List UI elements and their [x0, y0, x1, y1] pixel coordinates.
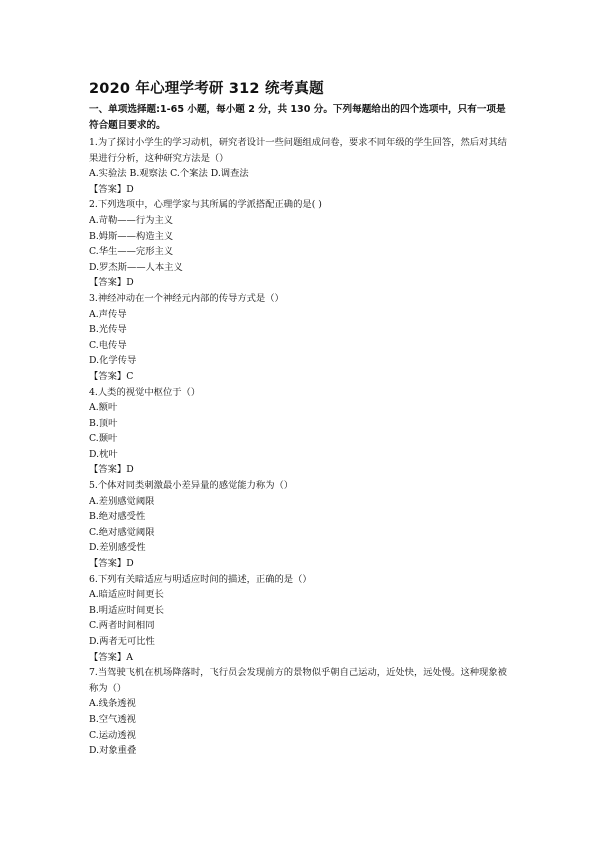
- question-4: [89, 385, 511, 479]
- question-option: B.绝对感受性: [89, 511, 146, 523]
- question-7: [89, 665, 511, 759]
- document-title: 2020 年心理学考研 312 统考真题: [89, 81, 324, 97]
- question-option: D.对象重叠: [89, 745, 137, 757]
- question-option: A.暗适应时间更长: [89, 589, 164, 601]
- question-option: B.空气透视: [89, 713, 136, 725]
- question-option: A.线条透视: [89, 698, 136, 710]
- question-option: C.颞叶: [89, 433, 118, 445]
- question-option: C.电传导: [89, 339, 127, 351]
- section-heading: 一、单项选择题:1-65 小题，每小题 2 分，共 130 分。下列每题给出的四个选项中，只有一项是符合题目要求的。: [89, 104, 506, 131]
- question-option: D.罗杰斯——人本主义: [89, 261, 183, 273]
- question-2: [89, 197, 511, 291]
- question-option: A.声传导: [89, 308, 127, 320]
- answer-label: 【答案】D: [89, 464, 134, 476]
- question-option: A.苛勒——行为主义: [89, 214, 174, 226]
- answer-label: 【答案】D: [89, 183, 134, 195]
- question-option: C.华生——完形主义: [89, 246, 174, 258]
- question-stem: 2.下列选项中，心理学家与其所属的学派搭配正确的是( ): [89, 199, 322, 211]
- answer-label: 【答案】A: [89, 651, 133, 663]
- answer-label: 【答案】C: [89, 370, 134, 382]
- question-stem: 5.个体对同类刺激最小差异量的感觉能力称为（）: [89, 480, 294, 492]
- question-option: A.额叶: [89, 402, 118, 414]
- question-option: B.顶叶: [89, 417, 118, 429]
- answer-label: 【答案】D: [89, 558, 134, 570]
- question-stem: 7.当驾驶飞机在机场降落时，飞行员会发现前方的景物似乎朝自己运动，近处快，远处慢。这种现象被称为（）: [89, 667, 507, 694]
- question-1: [89, 135, 511, 197]
- question-stem: 6.下列有关暗适应与明适应时间的描述，正确的是（）: [89, 573, 312, 585]
- question-option: A.差别感觉阈限: [89, 495, 155, 507]
- question-stem: 4.人类的视觉中枢位于（）: [89, 386, 201, 398]
- answer-label: 【答案】D: [89, 277, 134, 289]
- question-option: D.两者无可比性: [89, 636, 155, 647]
- question-6: [89, 572, 511, 666]
- question-option: C.两者时间相同: [89, 620, 155, 632]
- question-option: B.明适应时间更长: [89, 604, 164, 616]
- question-list: [89, 135, 511, 759]
- question-stem: 1.为了探讨小学生的学习动机，研究者设计一些问题组成问卷，要求不同年级的学生回答，然后对其结果进行分析，这种研究方法是（）: [89, 137, 507, 164]
- question-option: C.绝对感觉阈限: [89, 526, 155, 538]
- question-option: B.光传导: [89, 324, 127, 336]
- question-5: [89, 478, 511, 572]
- question-option: D.差别感受性: [89, 542, 146, 554]
- question-3: [89, 291, 511, 385]
- question-option: D.化学传导: [89, 355, 137, 367]
- question-stem: 3.神经冲动在一个神经元内部的传导方式是（）: [89, 292, 284, 304]
- question-option: D.枕叶: [89, 448, 118, 460]
- question-option: B.姆斯——构造主义: [89, 230, 174, 242]
- question-option: A.实验法 B.观察法 C.个案法 D.调查法: [89, 168, 249, 180]
- question-option: C.运动透视: [89, 729, 136, 741]
